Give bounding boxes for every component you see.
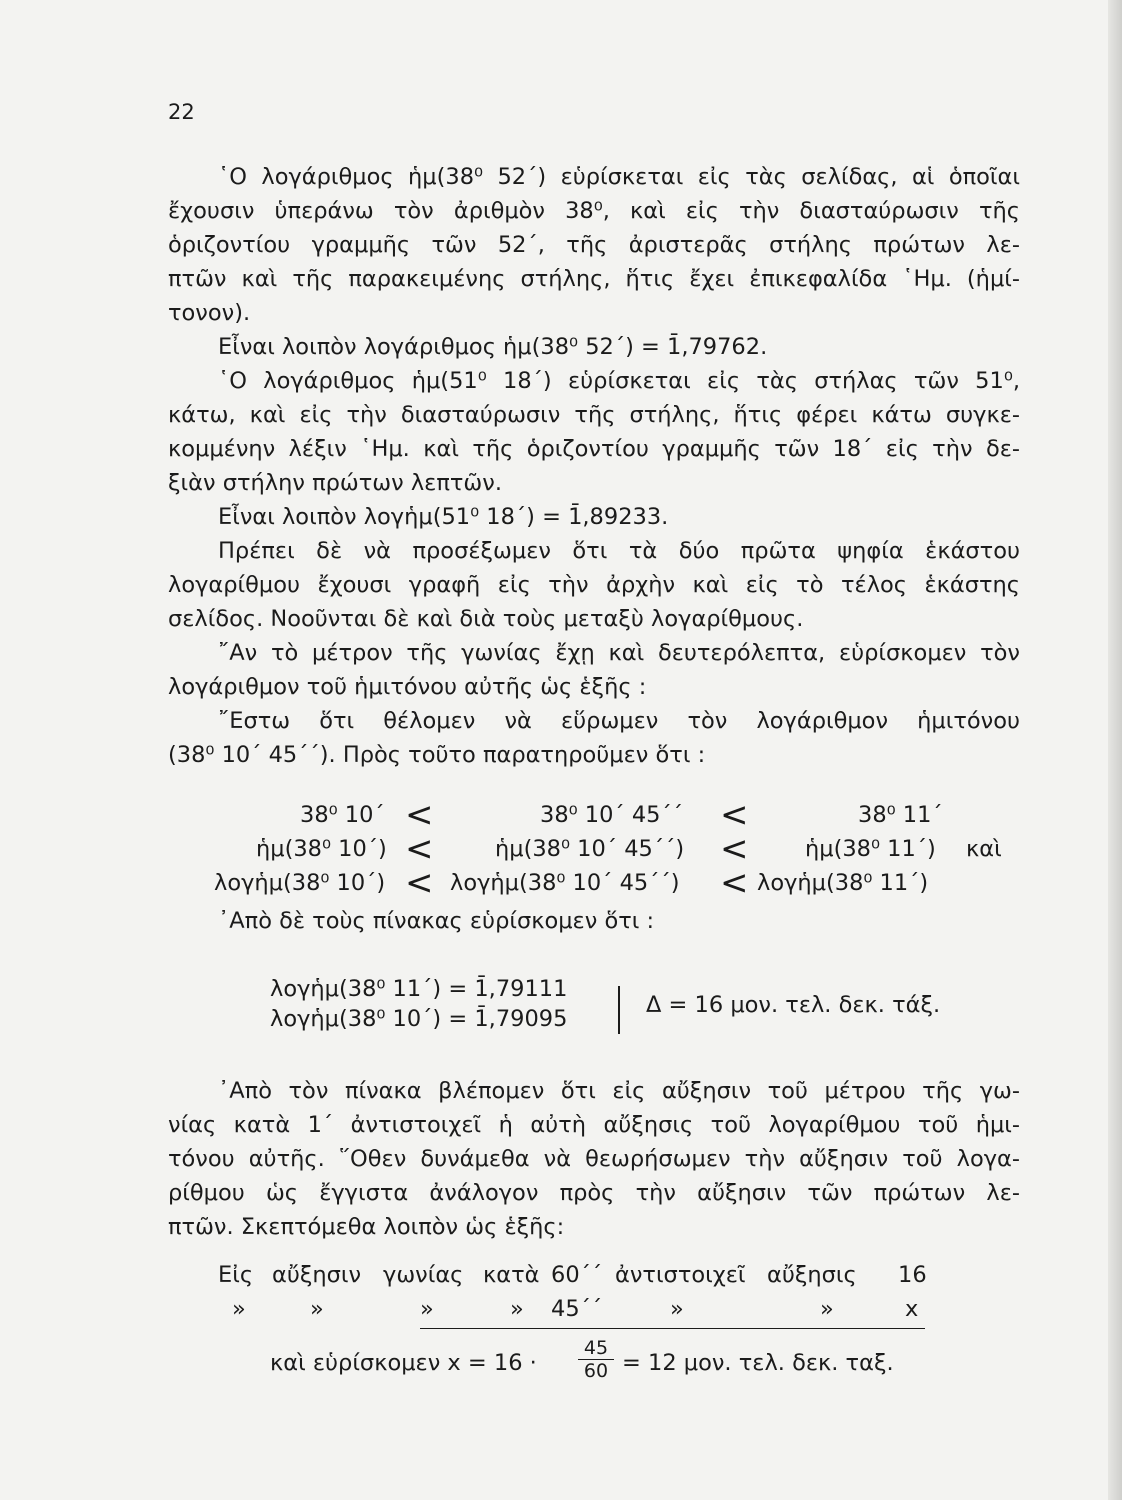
proportion-word: αὔξησις — [767, 1262, 857, 1288]
ineq-term: ἡμ(38⁰ 10΄ 45΄΄) — [495, 836, 685, 862]
less-than-sign: < — [405, 863, 434, 903]
ineq-term: λογἡμ(38⁰ 11΄) — [757, 870, 929, 896]
ditto-mark: » — [420, 1296, 434, 1322]
text-line: ᾿Απὸ τὸν πίνακα βλέπομεν ὅτι εἰς αὔξησιν τοῦ μέτρου τῆς γω- — [218, 1078, 1020, 1104]
proportion-word: 45΄΄ — [551, 1296, 603, 1322]
log-value: λογἡμ(38⁰ 11΄) = 1̄,79111 — [270, 976, 568, 1002]
proportion-word: ἀντιστοιχεῖ — [615, 1262, 746, 1288]
proportion-word: γωνίας — [383, 1262, 464, 1288]
text-line: (38⁰ 10΄ 45΄΄). Πρὸς τοῦτο παρατηροῦμεν ὅτι : — [168, 742, 706, 768]
ineq-term: λογἡμ(38⁰ 10΄) — [214, 870, 386, 896]
text-line: ὁριζοντίου γραμμῆς τῶν 52΄, τῆς ἀριστερᾶς στήλης πρώτων λε- — [168, 232, 1020, 258]
ineq-term: 38⁰ 11΄ — [858, 802, 943, 828]
less-than-sign: < — [405, 795, 434, 835]
result-prefix: καὶ εὑρίσκομεν x = 16 · — [270, 1350, 537, 1376]
ineq-term: 38⁰ 10΄ 45΄΄ — [540, 802, 683, 828]
text-line: πτῶν. Σκεπτόμεθα λοιπὸν ὡς ἑξῆς: — [168, 1214, 565, 1240]
text-line: Εἶναι λοιπὸν λογἡμ(51⁰ 18΄) = 1̄,89233. — [218, 504, 669, 530]
text-line: πτῶν καὶ τῆς παρακειμένης στήλης, ἥτις ἔχει ἐπικεφαλίδα ῾Ημ. (ἡμί- — [168, 266, 1020, 292]
result-suffix: = 12 μον. τελ. δεκ. ταξ. — [622, 1350, 894, 1376]
text-line: Πρέπει δὲ νὰ προσέξωμεν ὅτι τὰ δύο πρῶτα ψηφία ἑκάστου — [218, 538, 1020, 564]
division-rule — [420, 1328, 925, 1329]
delta-value: Δ = 16 μον. τελ. δεκ. τάξ. — [646, 992, 941, 1018]
ditto-mark: » — [670, 1296, 684, 1322]
text-line: κάτω, καὶ εἰς τὴν διασταύρωσιν τῆς στήλης, ἥτις φέρει κάτω συγκε- — [168, 402, 1020, 428]
ineq-term: λογἡμ(38⁰ 10΄ 45΄΄) — [450, 870, 680, 896]
less-than-sign: < — [720, 795, 749, 835]
text-line: ρίθμου ὡς ἔγγιστα ἀνάλογον πρὸς τὴν αὔξησιν τῶν πρώτων λε- — [168, 1180, 1020, 1206]
ineq-term: ἡμ(38⁰ 11΄) — [805, 836, 936, 862]
less-than-sign: < — [720, 863, 749, 903]
text-line: λογαρίθμου ἔχουσι γραφῆ εἰς τὴν ἀρχὴν καὶ εἰς τὸ τέλος ἑκάστης — [168, 572, 1020, 598]
proportion-word: 60΄΄ — [551, 1262, 603, 1288]
text-line: νίας κατὰ 1΄ ἀντιστοιχεῖ ἡ αὐτὴ αὔξησις τοῦ λογαρίθμου τοῦ ἡμι- — [168, 1112, 1020, 1138]
text-line: ᾿Απὸ δὲ τοὺς πίνακας εὑρίσκομεν ὅτι : — [218, 908, 655, 934]
proportion-word: κατὰ — [483, 1262, 540, 1288]
less-than-sign: < — [720, 829, 749, 869]
text-line: ῾Ο λογάριθμος ἡμ(51⁰ 18΄) εὑρίσκεται εἰς τὰς στήλας τῶν 51⁰, — [218, 368, 1020, 394]
ineq-term: ἡμ(38⁰ 10΄) — [256, 836, 387, 862]
bracket — [618, 986, 626, 1034]
text-line: Εἶναι λοιπὸν λογάριθμος ἡμ(38⁰ 52΄) = 1̄,79762. — [218, 334, 768, 360]
text-line: τόνου αὐτῆς. ῞Οθεν δυνάμεθα νὰ θεωρήσωμεν τὴν αὔξησιν τοῦ λογα- — [168, 1146, 1020, 1172]
log-value: λογἡμ(38⁰ 10΄) = 1̄,79095 — [270, 1006, 568, 1032]
fraction-denominator: 60 — [583, 1360, 609, 1382]
text-line: ῾Ο λογάριθμος ἡμ(38⁰ 52΄) εὑρίσκεται εἰς τὰς σελίδας, αἱ ὁποῖαι — [218, 164, 1020, 190]
fraction — [578, 1337, 614, 1382]
less-than-sign: < — [405, 829, 434, 869]
text-line: ξιὰν στήλην πρώτων λεπτῶν. — [168, 470, 502, 496]
text-line: κομμένην λέξιν ῾Ημ. καὶ τῆς ὁριζοντίου γραμμῆς τῶν 18΄ εἰς τὴν δε- — [168, 436, 1020, 462]
ineq-term: καὶ — [966, 836, 1002, 862]
proportion-word: x — [905, 1296, 919, 1322]
ineq-term: 38⁰ 10΄ — [300, 802, 385, 828]
text-line: ἔχουσιν ὑπεράνω τὸν ἀριθμὸν 38⁰, καὶ εἰς τὴν διασταύρωσιν τῆς — [168, 198, 1020, 224]
proportion-word: 16 — [898, 1262, 927, 1288]
ditto-mark: » — [310, 1296, 324, 1322]
text-line: τονον). — [168, 300, 251, 326]
ditto-mark: » — [820, 1296, 834, 1322]
ditto-mark: » — [232, 1296, 246, 1322]
fraction-numerator: 45 — [578, 1337, 614, 1360]
text-line: ῎Αν τὸ μέτρον τῆς γωνίας ἔχῃ καὶ δευτερόλεπτα, εὑρίσκομεν τὸν — [218, 640, 1020, 666]
proportion-word: Εἰς — [218, 1262, 254, 1288]
text-line: σελίδος. Νοοῦνται δὲ καὶ διὰ τοὺς μεταξὺ λογαρίθμους. — [168, 606, 804, 632]
proportion-word: αὔξησιν — [272, 1262, 362, 1288]
page-edge — [1108, 0, 1122, 1500]
text-line: λογάριθμον τοῦ ἡμιτόνου αὐτῆς ὡς ἑξῆς : — [168, 674, 647, 700]
page-number: 22 — [168, 100, 195, 124]
text-line: ῎Εστω ὅτι θέλομεν νὰ εὕρωμεν τὸν λογάριθμον ἡμιτόνου — [218, 708, 1020, 734]
ditto-mark: » — [510, 1296, 524, 1322]
